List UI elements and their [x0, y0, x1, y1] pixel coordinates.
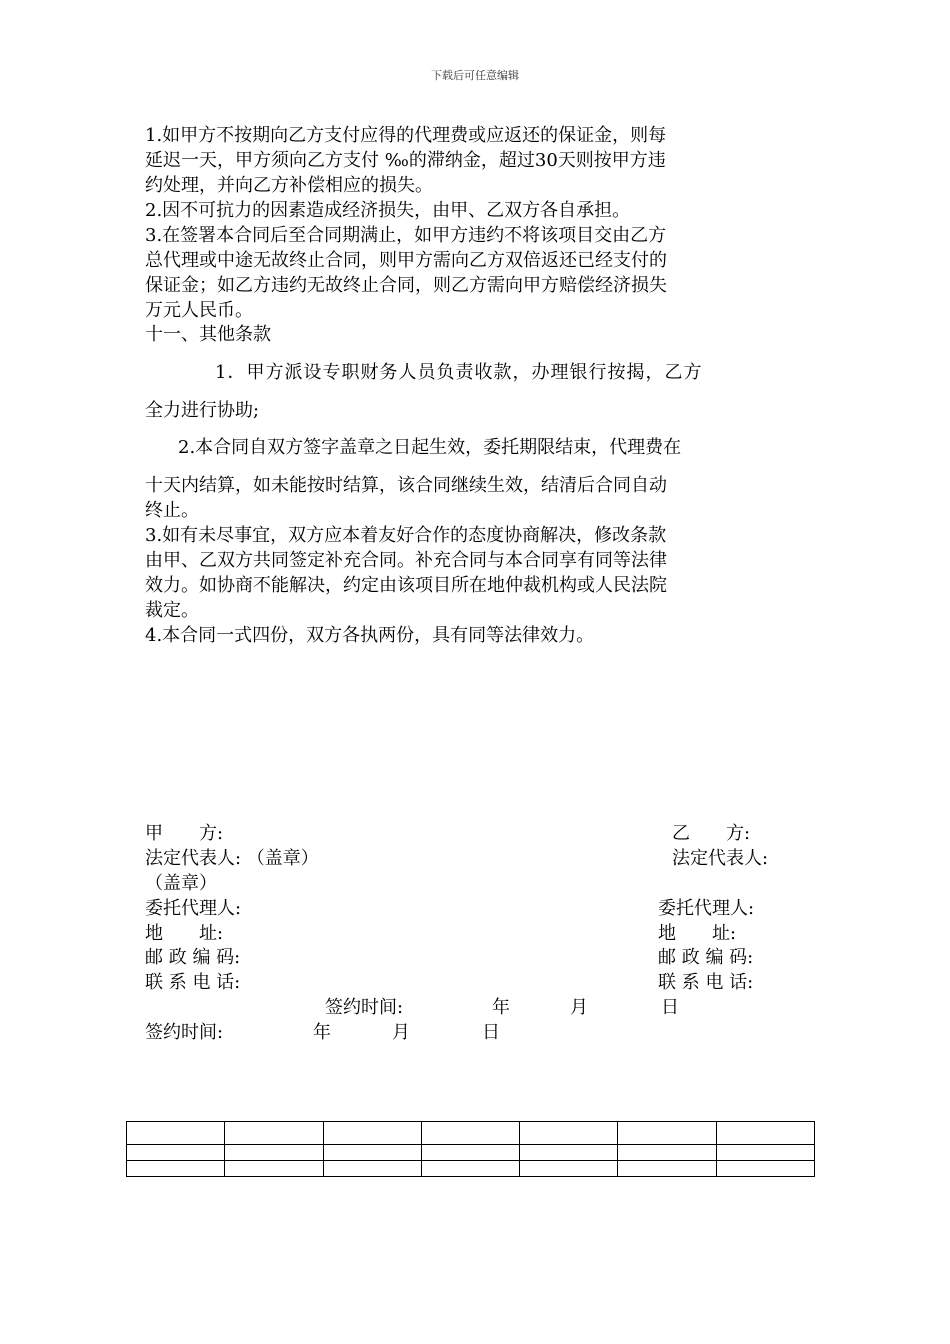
body-line: 延迟一天，甲方须向乙方支付 ‰的滞纳金，超过30天则按甲方违	[145, 150, 666, 171]
table-cell	[323, 1161, 421, 1177]
date-a-year: 年	[313, 1022, 331, 1043]
date-b-day: 日	[661, 997, 679, 1018]
table-cell	[421, 1145, 519, 1161]
table-cell	[520, 1122, 618, 1145]
table-cell	[127, 1161, 225, 1177]
body-line: 由甲、乙双方共同签定补充合同。补充合同与本合同享有同等法律	[145, 550, 667, 571]
body-line: 全力进行协助;	[145, 400, 260, 421]
agent-b-label: 委托代理人:	[658, 898, 755, 919]
table-cell	[618, 1145, 716, 1161]
table-cell	[618, 1161, 716, 1177]
date-a-day: 日	[482, 1022, 500, 1043]
body-line: 约处理，并向乙方补偿相应的损失。	[145, 175, 433, 196]
seal-b-label: （盖章）	[145, 873, 217, 894]
date-b-month: 月	[570, 997, 588, 1018]
table-row	[127, 1145, 815, 1161]
body-line: 总代理或中途无故终止合同，则甲方需向乙方双倍返还已经支付的	[145, 250, 667, 271]
phone-b-label: 联 系 电 话:	[658, 972, 754, 993]
body-line: 裁定。	[145, 600, 199, 621]
table-cell	[421, 1161, 519, 1177]
postal-b-label: 邮 政 编 码:	[658, 947, 754, 968]
table-cell	[127, 1145, 225, 1161]
party-b-label: 乙 方:	[672, 823, 751, 844]
body-line: 1．甲方派设专职财务人员负责收款，办理银行按揭，乙方	[215, 362, 703, 383]
body-line: 3.如有未尽事宜，双方应本着友好合作的态度协商解决，修改条款	[145, 525, 667, 546]
table-cell	[225, 1122, 323, 1145]
agent-a-label: 委托代理人:	[145, 898, 242, 919]
table-cell	[520, 1161, 618, 1177]
table-cell	[716, 1161, 814, 1177]
table-cell	[716, 1145, 814, 1161]
body-line: 2.因不可抗力的因素造成经济损失，由甲、乙双方各自承担。	[145, 200, 631, 221]
address-b-label: 地 址:	[658, 923, 737, 944]
table-cell	[520, 1145, 618, 1161]
date-b-label: 签约时间:	[325, 997, 404, 1018]
body-line: 2.本合同自双方签字盖章之日起生效，委托期限结束，代理费在	[178, 437, 682, 458]
table-row	[127, 1122, 815, 1145]
rep-a-label: 法定代表人: （盖章）	[145, 848, 319, 869]
table-cell	[323, 1145, 421, 1161]
postal-a-label: 邮 政 编 码:	[145, 947, 241, 968]
body-line: 终止。	[145, 500, 199, 521]
table-row	[127, 1161, 815, 1177]
body-line: 效力。如协商不能解决，约定由该项目所在地仲裁机构或人民法院	[145, 575, 667, 596]
table-cell	[127, 1122, 225, 1145]
blank-table	[126, 1121, 815, 1177]
table-cell	[421, 1122, 519, 1145]
address-a-label: 地 址:	[145, 923, 224, 944]
header-note: 下载后可任意编辑	[431, 69, 519, 82]
table-cell	[225, 1145, 323, 1161]
table-cell	[323, 1122, 421, 1145]
body-line: 十天内结算，如未能按时结算，该合同继续生效，结清后合同自动	[145, 475, 667, 496]
body-line: 3.在签署本合同后至合同期满止，如甲方违约不将该项目交由乙方	[145, 225, 667, 246]
table-cell	[618, 1122, 716, 1145]
date-a-label: 签约时间:	[145, 1022, 224, 1043]
phone-a-label: 联 系 电 话:	[145, 972, 241, 993]
body-line: 1.如甲方不按期向乙方支付应得的代理费或应返还的保证金，则每	[145, 125, 667, 146]
body-line: 保证金；如乙方违约无故终止合同，则乙方需向甲方赔偿经济损失	[145, 275, 667, 296]
date-a-month: 月	[392, 1022, 410, 1043]
table-cell	[716, 1122, 814, 1145]
rep-b-label: 法定代表人:	[672, 848, 769, 869]
body-line: 4.本合同一式四份，双方各执两份，具有同等法律效力。	[145, 625, 595, 646]
date-b-year: 年	[492, 997, 510, 1018]
party-a-label: 甲 方:	[145, 823, 224, 844]
section-heading: 十一、其他条款	[145, 324, 271, 345]
body-line: 万元人民币。	[145, 300, 253, 321]
table-cell	[225, 1161, 323, 1177]
